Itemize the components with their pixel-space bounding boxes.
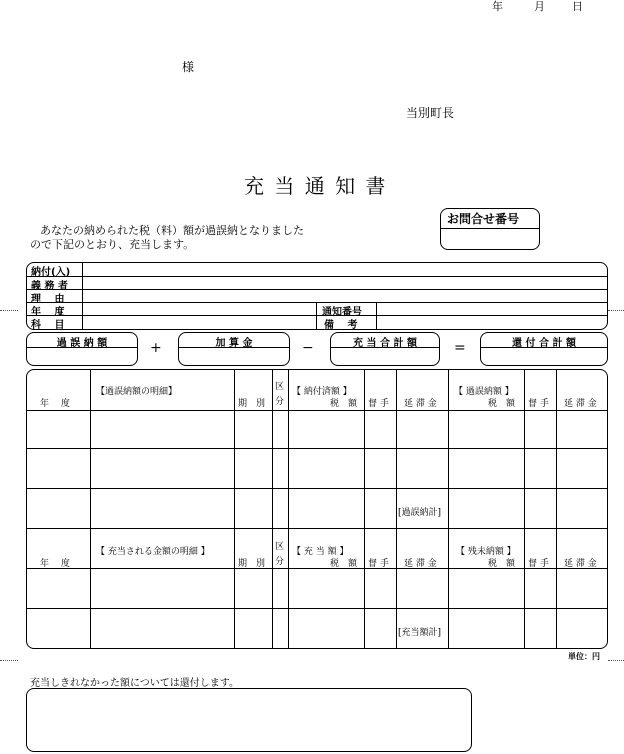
additional-amount-box <box>178 332 290 366</box>
notice-number-label: 通知番号 <box>322 307 362 318</box>
info-label-subject: 科 目 <box>31 320 65 331</box>
footer-box <box>26 688 472 752</box>
footer-note: 充当しきれなかった額については還付します。 <box>30 678 239 689</box>
upper-category-header: 区 分 <box>275 382 285 407</box>
upper-reminder-header-2: 督 手 <box>528 399 549 409</box>
info-label-payment: 納付(入) <box>31 267 71 278</box>
recipient-suffix: 様 <box>182 60 195 74</box>
upper-tax-header: 税 額 <box>330 399 358 409</box>
overpaid-amount-box <box>26 332 138 366</box>
lower-detail-header: 【 充当される金額の明細 】 <box>96 547 210 557</box>
year-label: 年 <box>492 0 503 13</box>
document-title: 充 当 通 知 書 <box>244 174 388 198</box>
inquiry-number-box <box>440 208 540 250</box>
upper-reminder-header: 督 手 <box>368 399 389 409</box>
lower-category-header: 区 分 <box>275 542 285 567</box>
overpaid-amount-label: 過 誤 納 額 <box>56 338 108 349</box>
lower-tax-header: 税 額 <box>330 559 358 569</box>
detail-table <box>26 369 608 649</box>
lower-year-header: 年 度 <box>40 559 70 569</box>
lower-delinquency-header: 延 滞 金 <box>404 559 437 569</box>
upper-tax-header-2: 税 額 <box>488 399 516 409</box>
lower-applied-group: 【 充 当 額 】 <box>292 547 349 557</box>
lower-period-header: 期 別 <box>238 559 266 569</box>
equals-sign: = <box>454 340 466 356</box>
lower-reminder-header: 督 手 <box>368 559 389 569</box>
inquiry-number-label: お問合せ番号 <box>447 212 520 226</box>
upper-delinquency-header-2: 延 滞 金 <box>564 399 597 409</box>
upper-delinquency-header: 延 滞 金 <box>404 399 437 409</box>
info-label-obligor: 義 務 者 <box>31 281 68 292</box>
upper-period-header: 期 別 <box>238 399 266 409</box>
upper-year-header: 年 度 <box>40 399 70 409</box>
info-table <box>26 262 608 330</box>
unit-label: 単位：円 <box>568 652 600 661</box>
info-label-year: 年 度 <box>31 307 65 318</box>
info-label-reason: 理 由 <box>31 294 65 305</box>
lower-subtotal-label: [充当額計] <box>398 628 442 638</box>
plus-sign: + <box>150 340 162 356</box>
lower-tax-header-2: 税 額 <box>488 559 516 569</box>
applied-total-box <box>330 332 440 366</box>
applied-total-label: 充 当 合 計 額 <box>353 338 417 349</box>
upper-detail-header: 【過誤納額の明細】 <box>96 387 178 397</box>
intro-line-2: ので下記のとおり、充当します。 <box>30 238 195 251</box>
refund-total-label: 還 付 合 計 額 <box>512 338 576 349</box>
minus-sign: − <box>302 340 314 356</box>
day-label: 日 <box>572 0 583 13</box>
intro-line-1: あなたの納められた税（料）額が過誤納となりました <box>40 224 304 237</box>
lower-unpaid-group: 【 残未納額 】 <box>456 547 516 557</box>
month-label: 月 <box>534 0 545 13</box>
lower-reminder-header-2: 督 手 <box>528 559 549 569</box>
remarks-label: 備 考 <box>324 320 358 331</box>
lower-delinquency-header-2: 延 滞 金 <box>564 559 597 569</box>
additional-amount-label: 加 算 金 <box>215 338 253 349</box>
upper-overpaid-group: 【 過誤納額 】 <box>454 387 514 397</box>
issuer-name: 当別町長 <box>406 106 455 120</box>
refund-total-box <box>480 332 608 366</box>
upper-subtotal-label: [過誤納計] <box>398 508 442 518</box>
upper-paid-group: 【 納付済額 】 <box>292 387 352 397</box>
